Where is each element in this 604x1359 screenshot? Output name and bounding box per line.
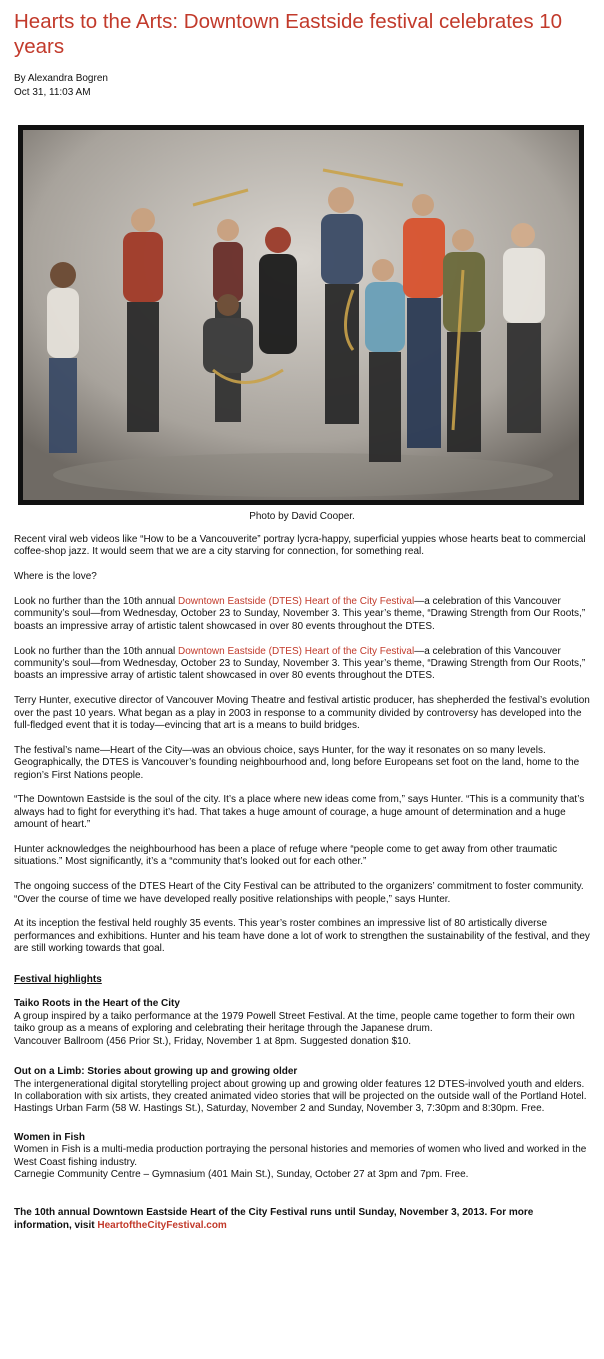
festival-link[interactable]: Downtown Eastside (DTES) Heart of the City Festival	[178, 645, 415, 657]
footer-note	[14, 1207, 592, 1232]
paragraph: Hunter acknowledges the neighbourhood has been a place of refuge where “people come to get away from other traumatic situations.” Most significantly, it’s a “community that’s looked out for each other.”	[14, 844, 558, 868]
paragraph	[14, 596, 592, 633]
highlight-title: Out on a Limb: Stories about growing up and growing older	[14, 1066, 298, 1078]
highlight-title: Women in Fish	[14, 1131, 85, 1143]
paragraph: The ongoing success of the DTES Heart of the City Festival can be attributed to the organizers’ commitment to foster community. “Over the course of time we have developed really positive relationships with people,” says Hunter.	[14, 881, 584, 905]
paragraph: Terry Hunter, executive director of Vancouver Moving Theatre and festival artistic producer, has shepherded the festival’s evolution over the past 10 years. What began as a play in 2003 in response to a community divided by controversy has developed into the full-fledged event that it is today—evincing that art is a means to build bridges.	[14, 695, 590, 732]
festival-link[interactable]: Downtown Eastside (DTES) Heart of the City Festival	[178, 596, 415, 607]
text-run: —a celebration of this Vancouver community’s soul—from Wednesday, October 23 to Sunday, November 3. This year’s theme, “Drawing Strength from Our Roots,” boasts an impressive array of artistic talent showcased in over 80 events throughout the DTES.	[14, 645, 586, 682]
highlight-item	[14, 1066, 592, 1116]
highlight-item	[14, 1132, 592, 1182]
festival-website-link[interactable]: HeartoftheCityFestival.com	[97, 1219, 227, 1231]
highlight-desc: Women in Fish is a multi-media production portraying the personal histories and memories of women who lived and worked in the West Coast fishing industry.	[14, 1144, 587, 1168]
band-photo-illustration	[23, 130, 579, 500]
paragraph: At its inception the festival held roughly 35 events. This year’s roster combines an impressive list of 80 artistically diverse performances and exhibitions. Hunter and his team have done a lot of work to strengthen the sustainability of the festival, and they are still working towards that goal.	[14, 918, 590, 955]
byline: By Alexandra Bogren	[14, 73, 108, 84]
highlight-desc: The intergenerational digital storytelling project about growing up and growing older features 12 DTES-involved youth and elders. In collaboration with six artists, they created animated video stories that will be projected on the outside wall of the Portland Hotel.	[14, 1078, 587, 1102]
highlight-item	[14, 998, 592, 1048]
highlight-title: Taiko Roots in the Heart of the City	[14, 998, 180, 1010]
highlight-details: Hastings Urban Farm (58 W. Hastings St.), Saturday, November 2 and Sunday, November 3, 7:30pm and 8:30pm. Free.	[14, 1103, 545, 1115]
paragraph: Recent viral web videos like “How to be a Vancouverite” portray lycra-happy, superficial yuppies whose hearts beat to commercial coffee-shop jazz. It would seem that we are a city starving for connection, for something real.	[14, 534, 586, 558]
article-body	[14, 534, 592, 1245]
footer-text: The 10th annual Downtown Eastside Heart of the City Festival runs until Sunday, November 3, 2013. For more information, visit	[14, 1207, 534, 1231]
paragraph: The festival’s name—Heart of the City—was an obvious choice, says Hunter, for the way it resonates on so many levels. Geographically, the DTES is Vancouver’s founding neighbourhood and, long before Europeans set foot on the land, home to the region’s First Nations people.	[14, 744, 580, 781]
paragraph	[14, 646, 592, 683]
article-meta	[14, 72, 108, 100]
highlights-heading: Festival highlights	[14, 973, 102, 985]
photo-caption: Photo by David Cooper.	[249, 511, 355, 522]
paragraph: Where is the love?	[14, 571, 97, 583]
publish-date: Oct 31, 11:03 AM	[14, 87, 91, 98]
article-title: Hearts to the Arts: Downtown Eastside festival celebrates 10 years	[14, 10, 563, 58]
text-run: Look no further than the 10th annual	[14, 645, 179, 657]
text-run: Look no further than the 10th annual	[14, 596, 179, 607]
highlight-details: Vancouver Ballroom (456 Prior St.), Friday, November 1 at 8pm. Suggested donation $10.	[14, 1035, 412, 1047]
highlight-desc: A group inspired by a taiko performance at the 1979 Powell Street Festival. At the time, people came together to form their own taiko group as a means of exploring and celebrating their heritage through the Japanese drum.	[14, 1010, 575, 1035]
paragraph: “The Downtown Eastside is the soul of the city. It’s a place where new ideas come from,” says Hunter. “This is a community that’s always had to fight for everything it’s had. That takes a huge amount of courage, a huge amount of determination and a huge amount of heart.”	[14, 794, 585, 831]
highlight-details: Carnegie Community Centre – Gymnasium (401 Main St.), Sunday, October 27 at 3pm and 7pm. Free.	[14, 1168, 469, 1180]
text-run: —a celebration of this Vancouver community’s soul—from Wednesday, October 23 to Sunday, November 3. This year’s theme, “Drawing Strength from Our Roots,” boasts an impressive array of artistic talent showcased in over 80 events throughout the DTES.	[14, 596, 586, 632]
article-photo	[18, 125, 584, 505]
